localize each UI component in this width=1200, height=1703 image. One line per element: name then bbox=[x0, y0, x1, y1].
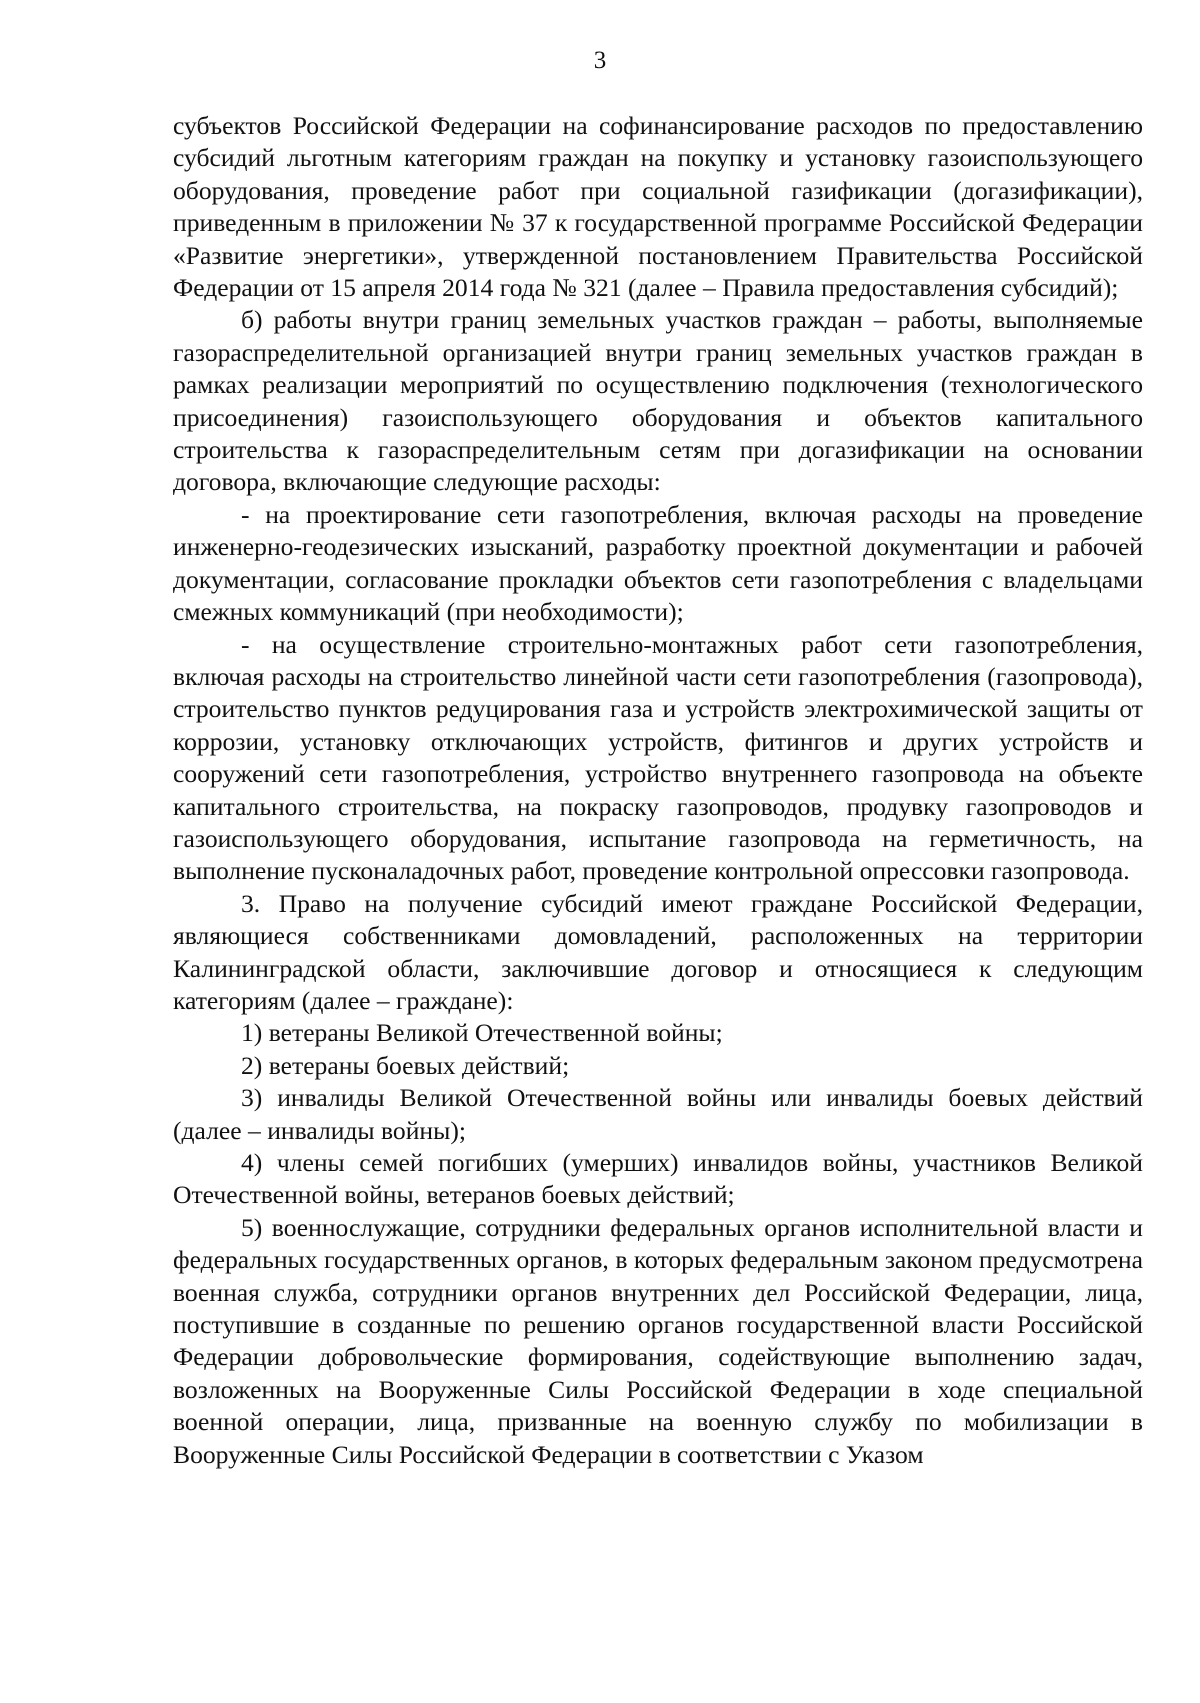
list-item-2: 2) ветераны боевых действий; bbox=[241, 1050, 570, 1080]
paragraph-b-works-inside-land-plots: б) работы внутри границ земельных участков граждан – работы, выполняемые газораспределительной организацией внутри границ земельных участков граждан в рамках реализации мероприятий по осуществлению подключения (технологического присоединения) газоиспользующего оборудования и объектов капитального строительства к газораспределительным сетям при догазификации на основании договора, включающие следующие расходы: bbox=[173, 305, 1143, 497]
document-body bbox=[173, 110, 1143, 1471]
list-item-4: 4) члены семей погибших (умерших) инвалидов войны, участников Великой Отечественной войны, ветеранов боевых действий; bbox=[173, 1148, 1143, 1210]
list-item-5: 5) военнослужащие, сотрудники федеральных органов исполнительной власти и федеральных государственных органов, в которых федеральным законом предусмотрена военная служба, сотрудники органов внутренних дел Российской Федерации, лица, поступившие в созданные по решению органов государственной власти Российской Федерации добровольческие формирования, содействующие выполнению задач, возложенных на Вооруженные Силы Российской Федерации в ходе специальной военной операции, лица, призванные на военную службу по мобилизации в Вооруженные Силы Российской Федерации в соответствии с Указом bbox=[173, 1212, 1143, 1469]
list-item-3: 3) инвалиды Великой Отечественной войны или инвалиды боевых действий (далее – инвалиды войны); bbox=[173, 1083, 1143, 1145]
paragraph-design-costs: - на проектирование сети газопотребления, включая расходы на проведение инженерно-геодезических изысканий, разработку проектной документации и рабочей документации, согласование прокладки объектов сети газопотребления с владельцами смежных коммуникаций (при необходимости); bbox=[173, 499, 1143, 627]
list-item-1: 1) ветераны Великой Отечественной войны; bbox=[241, 1018, 723, 1048]
paragraph-construction-costs: - на осуществление строительно-монтажных работ сети газопотребления, включая расходы на строительство линейной части сети газопотребления (газопровода), строительство пунктов редуцирования газа и устройств электрохимической защиты от коррозии, установку отключающих устройств, фитингов и других устройств и сооружений сети газопотребления, устройство внутреннего газопровода на объекте капитального строительства, на покраску газопроводов, продувку газопроводов и газоиспользующего оборудования, испытание газопровода на герметичность, на выполнение пусконаладочных работ, проведение контрольной опрессовки газопровода. bbox=[173, 629, 1143, 886]
paragraph-subsidy-rules-continuation: субъектов Российской Федерации на софинансирование расходов по предоставлению субсидий льготным категориям граждан на покупку и установку газоиспользующего оборудования, проведение работ при социальной газификации (догазификации), приведенным в приложении № 37 к государственной программе Российской Федерации «Развитие энергетики», утвержденной постановлением Правительства Российской Федерации от 15 апреля 2014 года № 321 (далее – Правила предоставления субсидий); bbox=[173, 111, 1143, 303]
page-number: 3 bbox=[593, 47, 607, 74]
paragraph-3-right-to-subsidy: 3. Право на получение субсидий имеют граждане Российской Федерации, являющиеся собственниками домовладений, расположенных на территории Калининградской области, заключившие договор и относящиеся к следующим категориям (далее – граждане): bbox=[173, 888, 1143, 1015]
